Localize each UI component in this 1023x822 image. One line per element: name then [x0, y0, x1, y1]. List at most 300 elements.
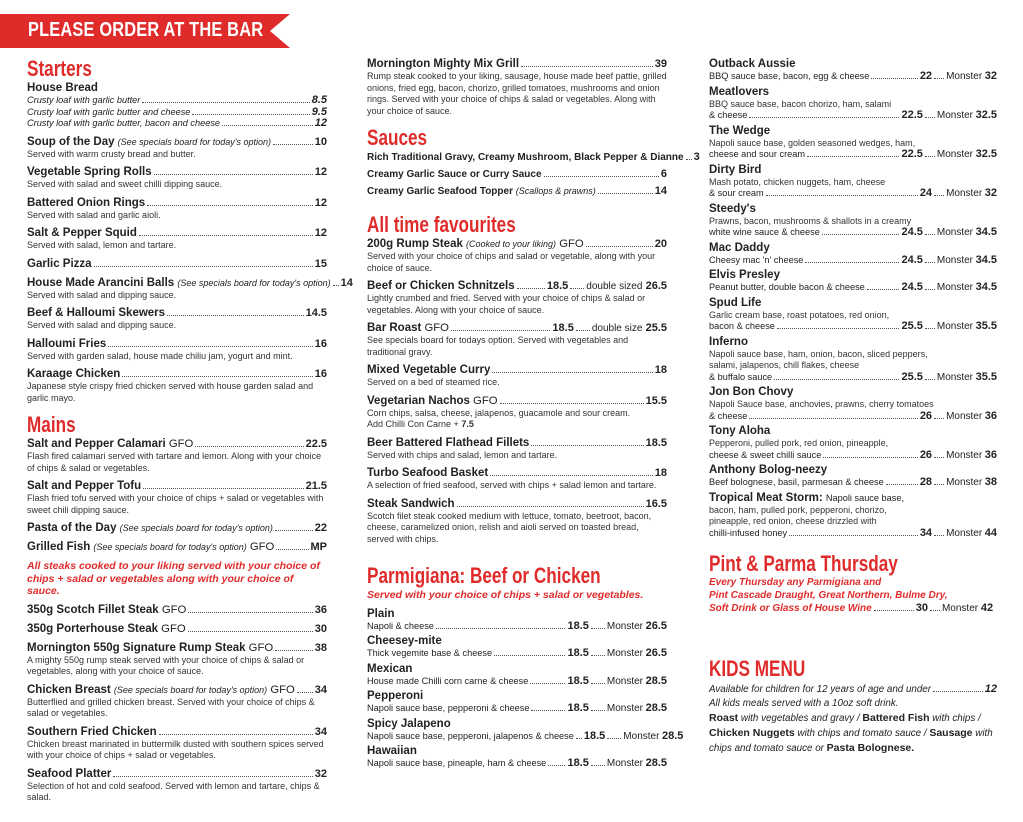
menu-item	[27, 368, 327, 404]
menu-item	[27, 726, 327, 762]
variant-label: Crusty loaf with garlic butter and cheese	[27, 106, 191, 117]
parma-desc: Napoli sauce base, pepperoni & cheese	[367, 703, 530, 713]
item-price2: 25.5	[645, 322, 667, 334]
parmigiana-list	[367, 607, 684, 770]
kids-fish-desc: with chips /	[932, 712, 981, 724]
mains-list	[27, 438, 327, 554]
specialty-item	[709, 86, 997, 122]
monster-label: Monster	[946, 71, 983, 82]
item-price: 20	[654, 238, 667, 250]
menu-item	[27, 227, 327, 252]
item-desc: Chicken breast marinated in buttermilk dusted with southern spices served with your choice of chips + salad or vegetables.	[27, 738, 324, 760]
specialty-monster-price: 32.5	[975, 109, 997, 121]
monster-label: Monster	[606, 675, 644, 687]
kids-pasta-desc: chips and tomato sauce or	[709, 742, 824, 754]
item-price: 18	[654, 467, 667, 479]
monster-label: Monster	[946, 527, 983, 539]
item-name: Southern Fried Chicken	[27, 725, 157, 738]
sauces-list	[367, 151, 700, 198]
menu-item	[367, 467, 667, 492]
sauce-item	[367, 185, 667, 198]
item-price: MP	[310, 541, 327, 553]
specialty-item	[709, 336, 997, 384]
specialty-price: 24	[919, 187, 933, 199]
monster-label: Monster	[623, 730, 660, 742]
specialty-line: Napoli sauce base, ham, onion, bacon, sliced peppers,	[709, 348, 928, 359]
menu-item	[27, 541, 327, 554]
item-price: 18.5	[552, 322, 574, 334]
item-desc: Served with salad and sweet chilli dipping sauce.	[27, 179, 223, 189]
item-extra: double size	[591, 323, 643, 334]
item-price: 12	[314, 196, 327, 209]
parma-name: Spicy Jalapeno	[367, 717, 451, 730]
banner-text: PLEASE ORDER AT THE BAR	[28, 19, 264, 41]
gfo-badge: GFO	[249, 541, 275, 553]
variant-price: 9.5	[311, 105, 327, 118]
pint-line3: Soft Drink or Glass of House Wine	[709, 603, 872, 614]
parma-name: Cheesey-mite	[367, 635, 442, 647]
item-desc: Served with your choice of chips and salad or vegetable, along with your choice of sauce.	[367, 251, 656, 273]
specialty-item	[709, 203, 997, 239]
specialty-line: Napoli Sauce base, anchovies, prawns, cherry tomatoes	[709, 399, 934, 409]
item-name: Salt and Pepper Calamari	[27, 438, 166, 450]
monster-label: Monster	[606, 620, 644, 632]
monster-label: Monster	[606, 703, 644, 714]
sauce-item	[367, 168, 667, 181]
monster-label: Monster	[936, 321, 974, 332]
favourites-list	[367, 238, 667, 545]
house-bread	[27, 82, 327, 130]
item-desc: A selection of fried seafood, served with chips + salad lemon and tartare.	[367, 480, 657, 490]
pint-title: Pint & Parma Thursday	[709, 551, 898, 576]
item-price: 15.5	[645, 394, 667, 407]
parma-desc: Napoli sauce base, pepperoni, jalapenos & cheese	[367, 730, 574, 741]
item-price: 15	[314, 257, 327, 270]
specialty-item	[709, 269, 997, 294]
menu-item	[27, 768, 327, 804]
menu-item	[367, 280, 667, 316]
mains-list-steaks	[27, 604, 327, 804]
specialty-name: Outback Aussie	[709, 58, 796, 70]
specialty-monster-price: 34.5	[975, 226, 997, 238]
menu-item	[367, 238, 667, 274]
specialty-name: Steedy's	[709, 202, 756, 215]
item-name: Mornington Mighty Mix Grill	[367, 58, 520, 70]
item-price: 16	[314, 337, 327, 350]
specialty-price: 26	[919, 409, 933, 422]
specialty-monster-price: 36	[984, 409, 997, 422]
menu-item	[367, 437, 667, 462]
item-name: Beer Battered Flathead Fillets	[367, 436, 530, 449]
item-name: Grilled Fish	[27, 541, 91, 553]
menu-item	[27, 276, 353, 302]
menu-item	[367, 395, 667, 431]
item-note: (See specials board for today's option)	[177, 277, 331, 288]
specialty-last: Cheesy mac 'n' cheese	[709, 254, 804, 265]
item-desc: Selection of hot and cold seafood. Served with lemon and tartare, chips & salad.	[27, 780, 320, 802]
monster-label: Monster	[946, 449, 983, 461]
specialty-line: Mash potato, chicken nuggets, ham, cheese	[709, 176, 886, 187]
monster-label: Monster	[606, 648, 644, 659]
item-note: (See specials board for today's option)	[113, 684, 268, 695]
item-desc2-price: 7.5	[461, 419, 474, 429]
column-middle	[367, 58, 700, 773]
specialty-line: Pepperoni, pulled pork, red onion, pineapple,	[709, 438, 889, 448]
specialty-item	[709, 386, 997, 422]
gfo-badge: GFO	[248, 641, 274, 654]
item-desc: Served with salad and dipping sauce.	[27, 320, 177, 330]
menu-item	[367, 498, 667, 546]
specialty-last: & buffalo sauce	[709, 371, 773, 382]
item-name: Soup of the Day	[27, 135, 115, 148]
parma-item	[367, 717, 684, 743]
item-name: House Made Arancini Balls	[27, 276, 175, 289]
item-desc: Served with salad and dipping sauce.	[27, 289, 177, 300]
parma-desc: Thick vegemite base & cheese	[367, 648, 493, 658]
sauces-title: Sauces	[367, 125, 428, 150]
menu-item	[27, 197, 327, 222]
sauce-price: 3	[693, 151, 700, 163]
specialty-line: BBQ sauce base, bacon chorizo, ham, salami	[709, 98, 892, 109]
specialty-monster-price: 44	[984, 526, 997, 539]
menu-item	[27, 604, 327, 617]
specialty-last: Peanut butter, double bacon & cheese	[709, 282, 865, 292]
kids-fish: Battered Fish	[862, 711, 930, 724]
parma-item	[367, 608, 667, 633]
parmigiana-title: Parmigiana: Beef or Chicken	[367, 563, 601, 588]
parma-price: 18.5	[567, 619, 589, 632]
menu-item	[367, 364, 667, 389]
item-desc: Lightly crumbed and fried. Served with your choice of chips & salad or vegetables. Along with your choice of sauce.	[367, 293, 646, 315]
specialty-item	[709, 58, 997, 83]
specialty-name: Anthony Bolog-neezy	[709, 464, 828, 476]
menu-item	[27, 136, 327, 161]
item-price: 18.5	[645, 436, 667, 449]
menu-item	[27, 480, 327, 516]
specialty-last: BBQ sauce base, bacon, egg & cheese	[709, 71, 870, 81]
specialty-name: Meatlovers	[709, 85, 770, 98]
item-price: 14	[340, 276, 353, 289]
parmigiana-subtitle: Served with your choice of chips + salad or vegetables.	[367, 589, 644, 601]
specialty-name: The Wedge	[709, 124, 771, 137]
item-desc: Served with salad, lemon and tartare.	[27, 240, 177, 250]
specialty-inline: Napoli sauce base,	[825, 492, 905, 503]
item-price: 22	[314, 522, 327, 534]
item-note: (See specials board for today's option)	[117, 136, 271, 147]
specialty-name: Jon Bon Chovy	[709, 386, 794, 398]
monster-label: Monster	[936, 110, 974, 121]
starters-list	[27, 135, 353, 405]
pint-monster-label: Monster	[941, 603, 979, 614]
specialty-monster-price: 32.5	[975, 148, 997, 160]
item-name: Steak Sandwich	[367, 497, 455, 510]
specialty-name: Spud Life	[709, 296, 762, 309]
specialty-name: Mac Daddy	[709, 241, 770, 254]
specialty-price: 22.5	[901, 148, 923, 160]
item-name: Mornington 550g Signature Rump Steak	[27, 641, 246, 654]
specialty-last: Beef bolognese, basil, parmesan & cheese	[709, 477, 884, 487]
specialty-item	[709, 464, 997, 489]
specialty-item	[709, 297, 997, 333]
specialty-line: pineapple, red onion, cheese drizzled with	[709, 516, 877, 526]
parma-monster-price: 26.5	[645, 647, 667, 659]
parma-price: 18.5	[567, 702, 589, 714]
favourites-title: All time favourites	[367, 212, 516, 237]
item-name: Salt & Pepper Squid	[27, 227, 137, 239]
specialty-last: & cheese	[709, 410, 748, 421]
item-name: Chicken Breast	[27, 683, 111, 696]
specialty-item	[709, 125, 997, 161]
parma-desc: Napoli & cheese	[367, 620, 434, 631]
kids-line2: All kids meals served with a 10oz soft drink.	[709, 697, 899, 709]
specialty-monster-price: 38	[984, 476, 997, 488]
item-price: 14.5	[305, 307, 327, 319]
item-name: 200g Rump Steak	[367, 238, 463, 250]
parma-name: Mexican	[367, 662, 413, 675]
pint-price: 30	[915, 602, 928, 614]
sauce-item	[367, 151, 700, 164]
item-name: Beef & Halloumi Skewers	[27, 307, 166, 319]
parma-name: Pepperoni	[367, 690, 424, 702]
specialty-last: cheese and sour cream	[709, 149, 806, 159]
specialty-line: salami, jalapenos, chill flakes, cheese	[709, 360, 860, 370]
menu-item	[27, 307, 327, 332]
specialty-name: Dirty Bird	[709, 163, 762, 176]
item-desc: Served with chips and salad, lemon and tartare.	[367, 449, 558, 460]
sauce-price: 14	[654, 185, 667, 197]
item-name: Vegetarian Nachos	[367, 394, 470, 407]
monster-label: Monster	[936, 254, 974, 266]
item-desc: A mighty 550g rump steak served with your choice of chips & salad or vegetables, along with your choice of sauce.	[27, 654, 305, 676]
specialty-last: bacon & cheese	[709, 321, 775, 331]
kids-pasta: Pasta Bolognese.	[826, 741, 915, 754]
gfo-badge: GFO	[473, 394, 498, 407]
item-name: 350g Scotch Fillet Steak	[27, 603, 159, 616]
item-desc: Scotch filet steak cooked medium with lettuce, tomato, beetroot, bacon, cheese, caramelized onion, relish and aioli served on toasted bread, served with chips.	[367, 510, 652, 544]
item-desc: Rump steak cooked to your liking, sausage, house made beef pattie, grilled onions, fried egg, bacon, chorizo, grilled tomatoes, mushrooms and onion rings. Served with your choice of chips & salad or vegetables. Along with your choice of sauce.	[367, 71, 667, 116]
item-name: Garlic Pizza	[27, 257, 92, 270]
specialty-price: 22	[919, 70, 933, 82]
kids-line1: Available for children for 12 years of age and under	[709, 683, 932, 695]
sauce-note: (Scallops & prawns)	[515, 186, 596, 196]
menu-item	[27, 166, 327, 191]
item-name: Turbo Seafood Basket	[367, 467, 489, 479]
monster-label: Monster	[936, 371, 974, 383]
item-price: 36	[314, 603, 327, 616]
monster-label: Monster	[936, 282, 974, 293]
item-name: Seafood Platter	[27, 767, 112, 780]
item-name: Bar Roast	[367, 322, 422, 334]
kids-roast-desc: with vegetables and gravy /	[740, 712, 860, 724]
item-name: Pasta of the Day	[27, 522, 117, 534]
variant-label: Crusty loaf with garlic butter, bacon and cheese	[27, 118, 221, 128]
sauce-name: Creamy Garlic Sauce or Curry Sauce	[367, 169, 542, 180]
item-name: Karaage Chicken	[27, 368, 121, 380]
specialty-price: 24.5	[901, 253, 923, 266]
specialty-item	[709, 492, 997, 540]
gfo-badge: GFO	[424, 322, 449, 334]
starters-title: Starters	[27, 56, 92, 81]
item-note: (See specials board for today's option)	[119, 523, 273, 533]
item-price: 32	[314, 767, 327, 780]
specialty-monster-price: 36	[984, 448, 997, 461]
specialty-name: Inferno	[709, 335, 748, 348]
item-price: 18	[654, 364, 667, 376]
menu-item	[27, 522, 327, 535]
column-right	[709, 58, 997, 756]
mighty-mix-grill	[367, 58, 667, 117]
item-name: House Bread	[27, 82, 98, 94]
parma-item	[367, 635, 667, 660]
specialty-monster-price: 34.5	[975, 253, 997, 266]
parma-desc: House made Chilli corn carne & cheese	[367, 675, 529, 686]
specialty-monster-price: 32	[984, 70, 997, 82]
kids-nuggets-desc: with chips and tomato sauce /	[797, 727, 927, 739]
specialty-monster-price: 35.5	[975, 370, 997, 383]
variant-price: 8.5	[311, 94, 327, 106]
specialty-monster-price: 32	[984, 187, 997, 199]
item-name: Halloumi Fries	[27, 337, 107, 350]
parma-monster-price: 26.5	[645, 619, 667, 632]
specialty-last: & cheese	[709, 110, 748, 120]
item-price: 12	[314, 166, 327, 178]
gfo-badge: GFO	[168, 438, 194, 450]
specialty-item	[709, 242, 997, 267]
specialty-last: & sour cream	[709, 188, 764, 198]
item-note: (See specials board for today's option)	[93, 542, 247, 552]
specialty-name: Tony Aloha	[709, 425, 771, 437]
gfo-badge: GFO	[559, 238, 584, 250]
item-desc: Flash fried tofu served with your choice of chips + salad or vegetables with sweet chili dipping sauce.	[27, 493, 324, 515]
item-price: 22.5	[305, 438, 327, 450]
specialty-name: Tropical Meat Storm:	[709, 491, 823, 504]
item-desc2	[367, 419, 667, 431]
item-price: 38	[314, 641, 327, 654]
specialty-line: Prawns, bacon, mushrooms & shallots in a creamy	[709, 215, 912, 226]
item-price: 30	[314, 622, 327, 635]
monster-label: Monster	[946, 188, 983, 199]
variant-label: Crusty loaf with garlic butter	[27, 95, 141, 105]
item-name: Mixed Vegetable Curry	[367, 364, 491, 376]
gfo-badge: GFO	[161, 603, 187, 616]
specialty-last: chilli-infused honey	[709, 527, 788, 538]
specialty-monster-price: 34.5	[975, 281, 997, 293]
specialty-item	[709, 425, 997, 461]
kids-price: 12	[984, 682, 997, 695]
parma-name: Plain	[367, 607, 395, 620]
parma-item	[367, 663, 667, 688]
specialty-price: 26	[919, 448, 933, 461]
item-price2: 26.5	[645, 280, 667, 292]
item-price: 34	[314, 725, 327, 738]
parma-price: 18.5	[567, 757, 589, 769]
specialty-parma-list	[709, 58, 997, 539]
item-extra: double sized	[586, 281, 643, 292]
kids-sausage-desc: with	[975, 727, 993, 739]
kids-sausage: Sausage	[929, 726, 973, 739]
specialty-item	[709, 164, 997, 200]
item-price: 12	[314, 227, 327, 239]
kids-options	[709, 711, 997, 756]
pint-line1: Every Thursday any Parmigiana and	[709, 577, 882, 588]
column-left	[27, 56, 353, 810]
menu-item	[27, 258, 327, 271]
gfo-badge: GFO	[161, 622, 186, 635]
item-desc: Served with warm crusty bread and butter.	[27, 148, 196, 159]
item-desc: Served with garden salad, house made chiliu jam, yogurt and mint.	[27, 350, 293, 361]
item-desc: Flash fired calamari served with tartare and lemon. Along with your choice of chips & salad or vegetables.	[27, 451, 322, 473]
kids-title: KIDS MENU	[709, 655, 806, 681]
item-desc: Japanese style crispy fried chicken served with house garden salad and garlic mayo.	[27, 381, 314, 403]
menu-item	[27, 338, 327, 363]
pint-line2: Pint Cascade Draught, Great Northern, Bulme Dry,	[709, 589, 948, 601]
item-name: Salt and Pepper Tofu	[27, 480, 142, 492]
kids-nuggets: Chicken Nuggets	[709, 726, 795, 739]
item-price: 34	[314, 683, 327, 696]
order-banner	[0, 14, 290, 48]
monster-label: Monster	[946, 477, 983, 488]
monster-label: Monster	[936, 149, 974, 160]
specialty-last: cheese & sweet chilli sauce	[709, 449, 822, 460]
parma-price: 18.5	[583, 729, 606, 742]
item-desc: Corn chips, salsa, cheese, jalapenos, guacamole and sour cream.	[367, 407, 631, 418]
item-name: Vegetable Spring Rolls	[27, 166, 152, 178]
specialty-price: 24.5	[901, 226, 923, 238]
gfo-badge: GFO	[270, 683, 295, 696]
specialty-price: 22.5	[901, 109, 923, 121]
monster-label: Monster	[946, 410, 983, 422]
parma-item	[367, 745, 667, 770]
parma-monster-price: 28.5	[645, 674, 667, 687]
parma-monster-price: 28.5	[645, 757, 667, 769]
menu-item	[27, 642, 327, 678]
item-price: 39	[654, 58, 667, 70]
item-name: Beef or Chicken Schnitzels	[367, 280, 515, 292]
specialty-last: white wine sauce & cheese	[709, 227, 820, 237]
item-desc: See specials board for todays option. Served with vegetables and traditional gravy.	[367, 335, 629, 357]
item-price: 18.5	[546, 280, 569, 292]
parma-monster-price: 28.5	[645, 702, 667, 714]
monster-label: Monster	[936, 227, 974, 238]
specialty-monster-price: 35.5	[975, 320, 997, 332]
item-name: Battered Onion Rings	[27, 196, 146, 209]
item-price: 16.5	[645, 497, 667, 510]
specialty-price: 28	[919, 476, 933, 488]
mains-title: Mains	[27, 412, 76, 437]
menu-item	[27, 684, 327, 720]
menu-item	[27, 438, 327, 474]
item-desc: Butterflied and grilled chicken breast. Served with your choice of chips & salad or vegetables.	[27, 696, 315, 718]
item-price: 10	[314, 135, 327, 148]
item-desc: Served with salad and garlic aioli.	[27, 209, 161, 220]
pint-monster-price: 42	[980, 602, 994, 614]
parma-desc: Napoli sauce base, pineaple, ham & cheese	[367, 758, 547, 768]
parma-name: Hawaiian	[367, 745, 417, 757]
specialty-price: 25.5	[901, 370, 923, 383]
sauce-name: Creamy Garlic Seafood Topper	[367, 186, 513, 197]
specialty-line: bacon, ham, pulled pork, pepperoni, chorizo,	[709, 504, 887, 515]
sauce-price: 6	[660, 168, 667, 180]
specialty-line: Napoli sauce base, golden seasoned wedges, ham,	[709, 137, 916, 148]
menu-item	[27, 623, 327, 636]
item-name: 350g Porterhouse Steak	[27, 622, 159, 635]
monster-label: Monster	[606, 758, 644, 769]
variant-price: 12	[314, 117, 327, 129]
menu-item	[367, 322, 667, 358]
item-price: 16	[314, 368, 327, 380]
parma-item	[367, 690, 667, 715]
specialty-name: Elvis Presley	[709, 269, 780, 281]
